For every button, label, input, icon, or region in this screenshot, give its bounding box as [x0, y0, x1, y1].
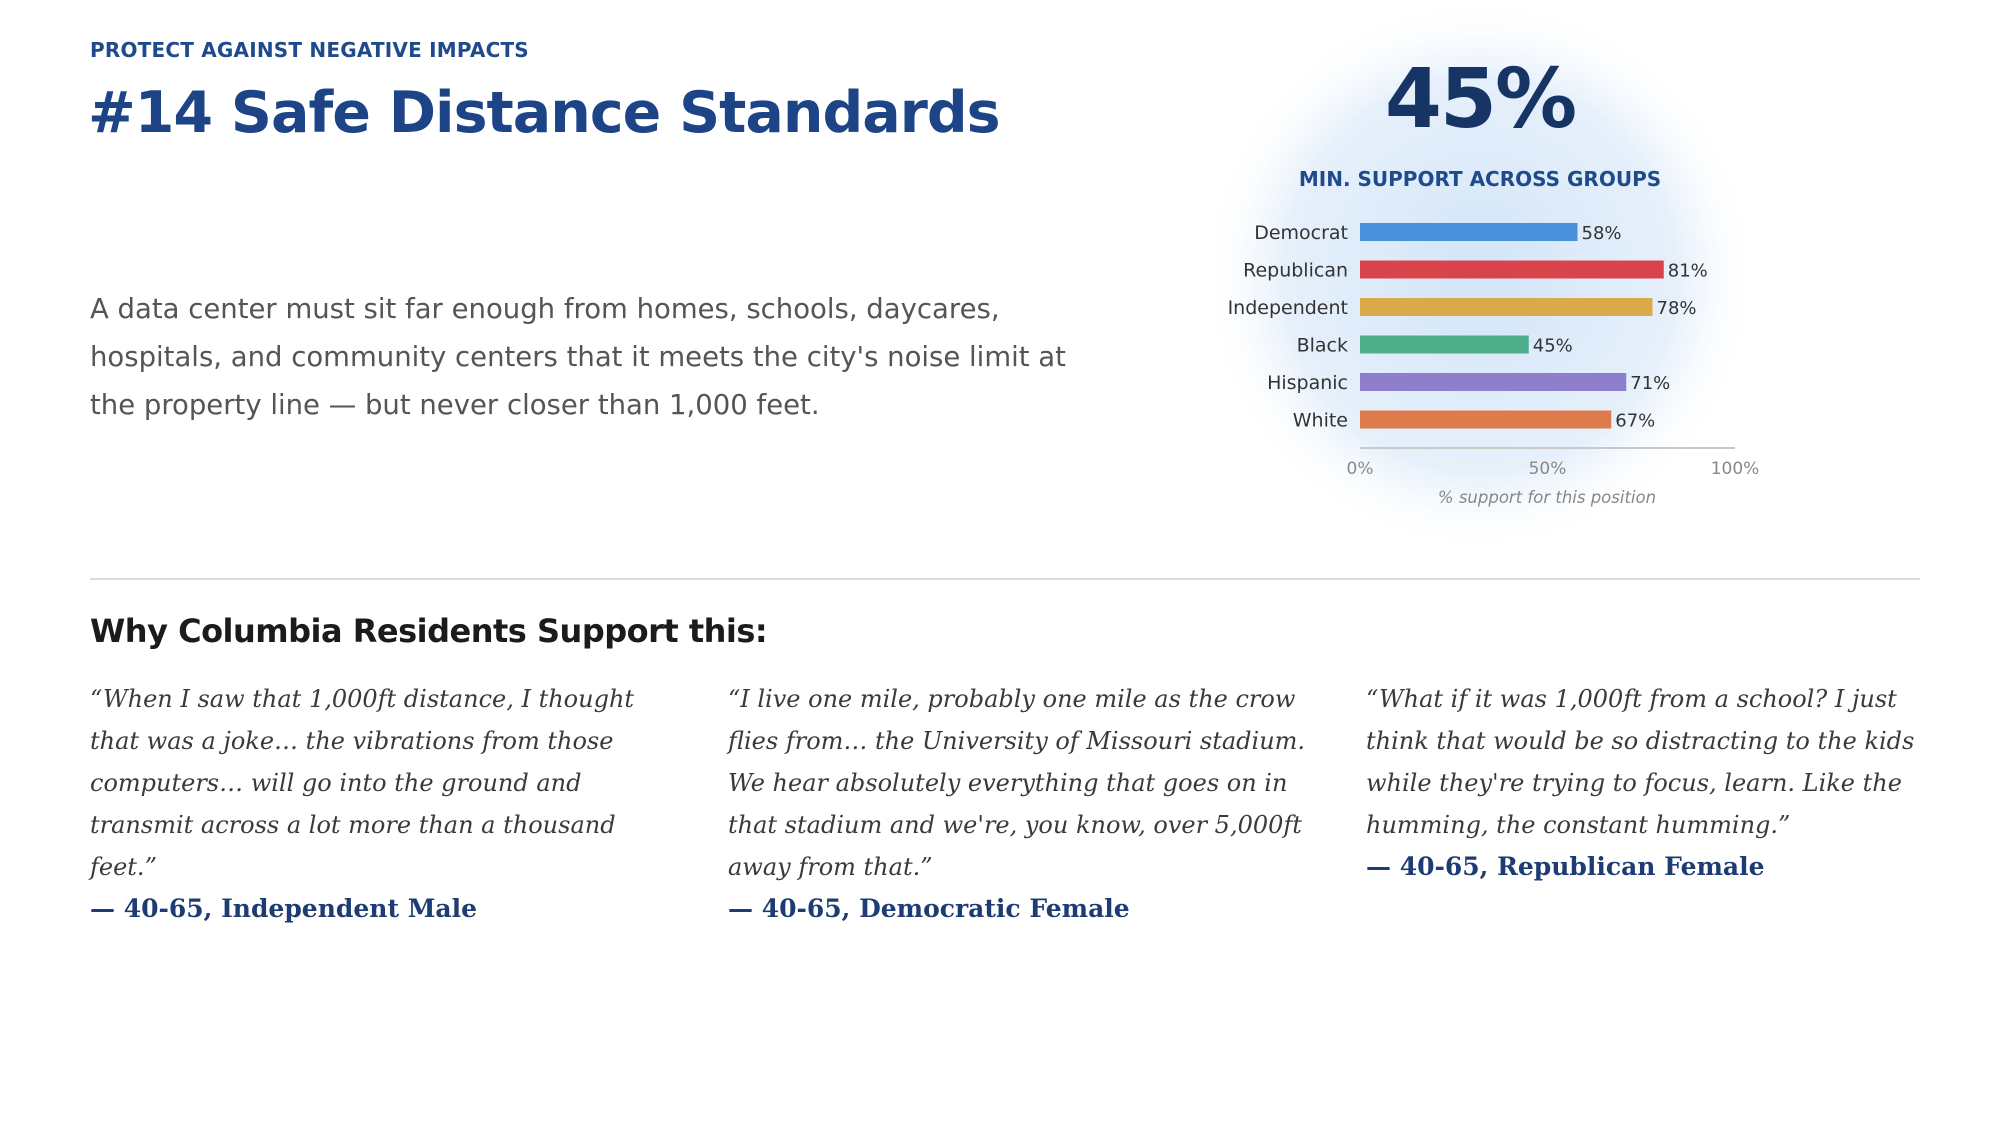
x-tick-label: 0% — [1346, 459, 1374, 479]
quote-attribution: — 40-65, Independent Male — [90, 894, 477, 923]
bar — [1360, 298, 1653, 316]
quote-card — [728, 678, 1328, 930]
x-tick-label: 100% — [1710, 459, 1760, 479]
bar — [1360, 223, 1578, 241]
min-support-value: 45% — [1384, 52, 1576, 147]
bar-value-label: 45% — [1532, 335, 1573, 357]
quote-attribution: — 40-65, Democratic Female — [728, 894, 1130, 923]
category-label: White — [1292, 409, 1348, 432]
x-axis-label: % support for this position — [1437, 488, 1657, 507]
category-label: Independent — [1227, 297, 1348, 319]
section-divider — [90, 578, 1920, 580]
bar-value-label: 67% — [1615, 410, 1656, 432]
page-title: #14 Safe Distance Standards — [88, 80, 1000, 146]
section-eyebrow: PROTECT AGAINST NEGATIVE IMPACTS — [90, 38, 529, 62]
quote-text: “When I saw that 1,000ft distance, I thought that was a joke… the vibrations from those computers… will go into the ground and transmit across a lot more than a thousand feet.” — [90, 685, 635, 881]
bar — [1360, 373, 1626, 391]
quote-attribution: — 40-65, Republican Female — [1366, 852, 1765, 881]
quote-card — [90, 678, 690, 930]
quote-text: “What if it was 1,000ft from a school? I just think that would be so distracting to the kids while they're trying to focus, learn. Like the humming, the constant humming.” — [1366, 685, 1915, 839]
policy-description: A data center must sit far enough from homes, schools, daycares, hospitals, and community centers that it meets the city's noise limit at the property line — but never closer than 1,000 feet. — [90, 293, 1066, 421]
bar-value-label: 78% — [1656, 298, 1697, 319]
bar — [1360, 336, 1529, 354]
x-tick-label: 50% — [1528, 459, 1567, 479]
category-label: Hispanic — [1267, 372, 1348, 394]
section-title: Why Columbia Residents Support this: — [90, 612, 768, 650]
support-chart-panel — [1150, 0, 1850, 540]
support-bar-chart — [1150, 0, 1850, 540]
bar-value-label: 81% — [1667, 260, 1708, 282]
quote-text: “I live one mile, probably one mile as the crow flies from… the University of Missouri stadium. We hear absolutely everything that goes on in that stadium and we're, you know, over 5,000ft away from that.” — [728, 685, 1306, 881]
bar — [1360, 411, 1611, 429]
category-label: Black — [1296, 334, 1348, 357]
min-support-label: MIN. SUPPORT ACROSS GROUPS — [1298, 167, 1662, 191]
category-label: Democrat — [1254, 222, 1348, 244]
category-label: Republican — [1243, 259, 1348, 282]
quote-card — [1366, 678, 1966, 888]
bar-value-label: 58% — [1581, 223, 1622, 244]
bar — [1360, 261, 1664, 279]
bar-value-label: 71% — [1630, 373, 1671, 394]
